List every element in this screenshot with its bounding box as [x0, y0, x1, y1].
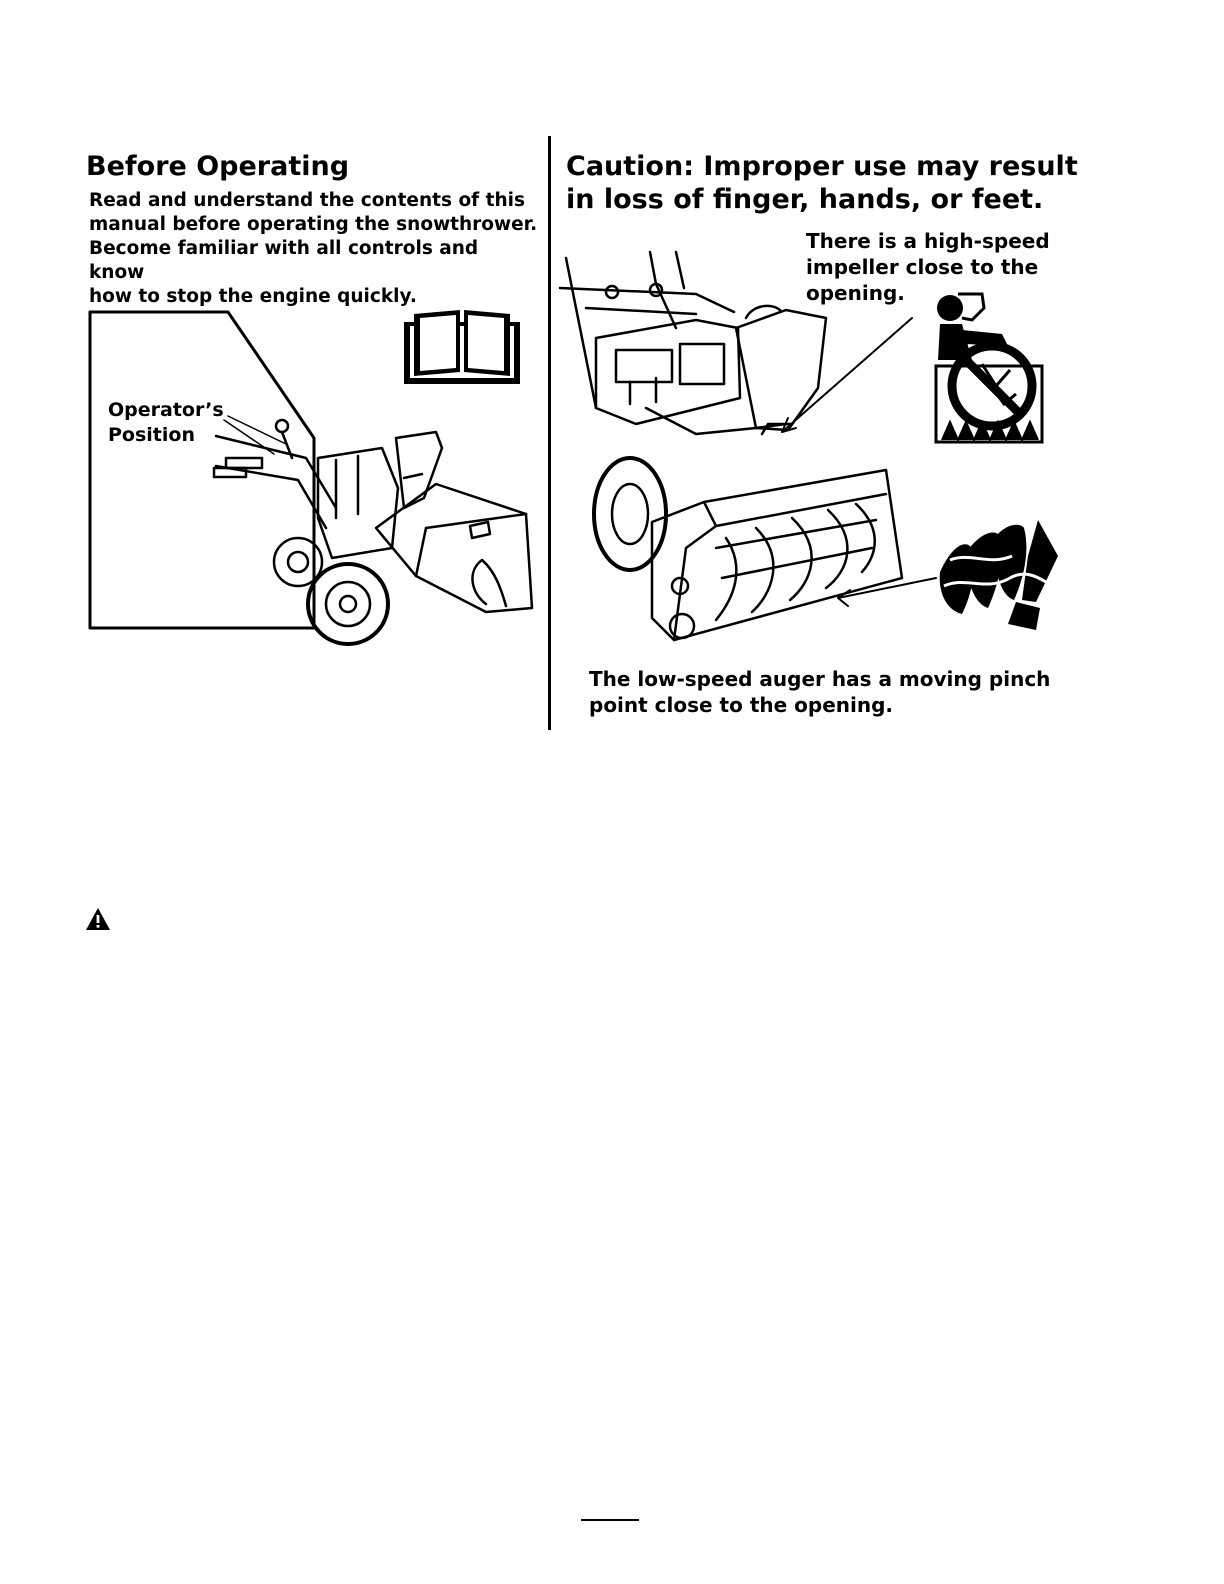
paragraph-line: how to stop the engine quickly. [89, 286, 417, 307]
paragraph-line: Read and understand the contents of this [89, 190, 526, 211]
open-book-icon [402, 306, 522, 388]
auger-note-line: The low-speed auger has a moving pinch [589, 667, 1051, 691]
before-operating-paragraph [89, 189, 539, 309]
no-hands-in-chute-icon [932, 290, 1048, 450]
impeller-note-line: opening. [806, 281, 905, 305]
paragraph-line: manual before operating the snowthrower. [89, 214, 538, 235]
caution-heading-line: in loss of finger, hands, or feet. [566, 184, 1044, 215]
auger-note [589, 666, 1050, 718]
operator-label-line-2: Position [108, 424, 195, 446]
paragraph-line: Become familiar with all controls and know [89, 238, 479, 283]
impeller-note-line: impeller close to the [806, 255, 1039, 279]
warning-triangle-icon [85, 907, 111, 931]
snowthrower-left-illustration [214, 420, 532, 644]
caution-heading-line: Caution: Improper use may result [566, 151, 1078, 182]
caution-heading [566, 150, 1078, 216]
auger-note-line: point close to the opening. [589, 693, 894, 717]
column-divider [548, 136, 551, 730]
impeller-note-line: There is a high-speed [806, 229, 1050, 253]
before-operating-heading: Before Operating [86, 151, 350, 182]
hand-foot-injury-icon [936, 516, 1060, 634]
operator-label-line-1: Operator’s [108, 399, 224, 421]
footer-rule [581, 1519, 639, 1521]
